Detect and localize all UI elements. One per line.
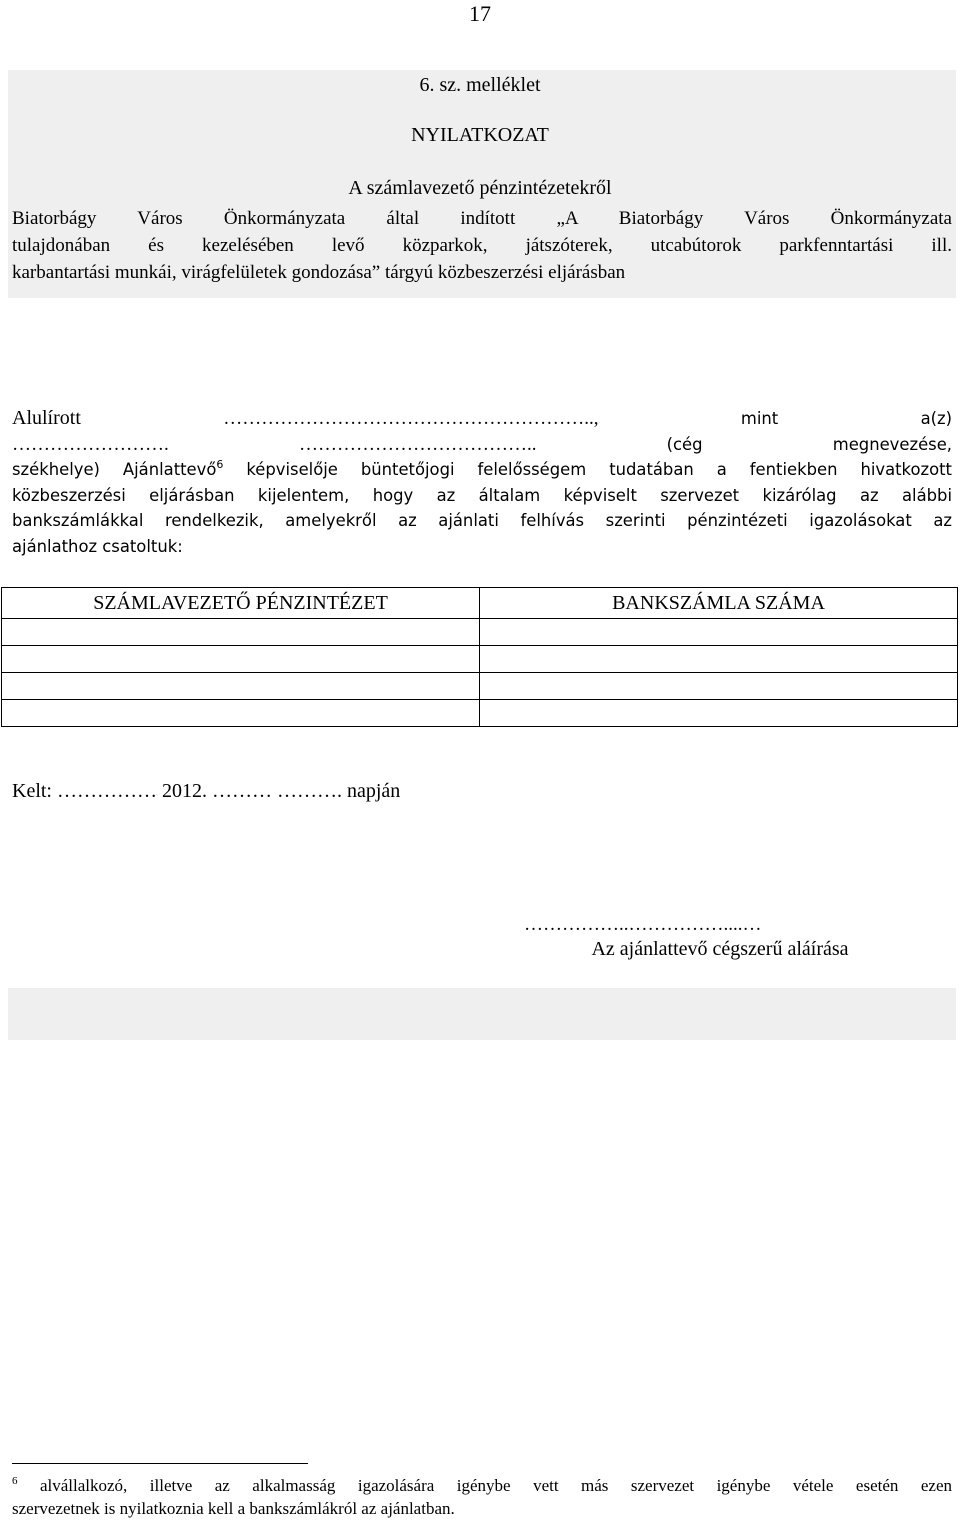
company-fill-dots-b: ……………………………….. (298, 433, 537, 455)
declaration-line-1 (12, 406, 952, 432)
declaration-line-5: bankszámlákkal rendelkezik, amelyekről az ajánlati felhívás szerinti pénzintézeti igazolásokat az (12, 511, 952, 530)
declaration-line-4: közbeszerzési eljárásban kijelentem, hogy az általam képviselt szervezet kizárólag az alábbi (12, 485, 952, 505)
table-header-row (2, 588, 958, 619)
intro-line-1: Biatorbágy Város Önkormányzata által indított „A Biatorbágy Város Önkormányzata (12, 208, 952, 229)
name-fill-dots: ………………………………………………….., (223, 408, 599, 429)
table-row (2, 646, 958, 673)
declaration-line-3-end: képviselője büntetőjogi felelősségem tudatában a fentiekben hivatkozott (246, 460, 952, 479)
intro-line-2: tulajdonában és kezelésében levő közparkok, játszóterek, utcabútorok parkfenntartási ill. (12, 235, 952, 256)
bank-name-cell[interactable] (2, 646, 480, 673)
table-row (2, 619, 958, 646)
intro-line-3: karbantartási munkái, virágfelületek gondozása” tárgyú közbeszerzési eljárásban (12, 262, 626, 283)
account-number-cell[interactable] (480, 673, 958, 700)
declaration-paragraph (12, 406, 952, 559)
footnote-separator (12, 1463, 308, 1464)
table-row (2, 673, 958, 700)
date-line: Kelt: …………… 2012. ……… ………. napján (12, 780, 401, 802)
bank-name-cell[interactable] (2, 619, 480, 646)
bank-accounts-table (1, 587, 958, 727)
table-row (2, 700, 958, 727)
company-fill-dots-a: ……………………. (12, 433, 169, 455)
signature-dots: ……………..……………....… (524, 914, 762, 935)
mint-word: mint (740, 409, 779, 428)
footnote-text-1: alvállalkozó, illetve az alkalmasság igazolására igénybe vett más szervezet igénybe vétele esetén ezen (39, 1476, 953, 1495)
annex-label: 6. sz. melléklet (419, 74, 541, 96)
page-number: 17 (469, 1, 491, 26)
account-number-cell[interactable] (480, 700, 958, 727)
declaration-line-2 (12, 432, 952, 458)
az-word: a(z) (920, 409, 952, 428)
shaded-footer-block (8, 988, 956, 1040)
account-number-cell[interactable] (480, 619, 958, 646)
company-name-hint: (cég megnevezése, (666, 434, 952, 454)
header-account-number: BANKSZÁMLA SZÁMA (480, 588, 958, 619)
footnote-line-1 (12, 1474, 952, 1497)
document-subtitle: A számlavezető pénzintézetekről (348, 177, 612, 199)
alulirott-label: Alulírott (12, 407, 81, 429)
declaration-line-6: ajánlathoz csatoltuk: (12, 536, 183, 556)
footnote (12, 1474, 952, 1520)
declaration-line-3 (12, 457, 952, 483)
header-bank-name: SZÁMLAVEZETŐ PÉNZINTÉZET (2, 588, 480, 619)
bank-name-cell[interactable] (2, 673, 480, 700)
footnote-line-2: szervezetnek is nyilatkoznia kell a bankszámlákról az ajánlatban. (12, 1499, 455, 1518)
signature-label: Az ajánlattevő cégszerű aláírása (591, 938, 849, 960)
declaration-line-3-start: székhelye) Ajánlattevő (12, 460, 217, 479)
footnote-reference: 6 (216, 458, 224, 471)
account-number-cell[interactable] (480, 646, 958, 673)
intro-paragraph (12, 205, 952, 286)
footnote-number: 6 (12, 1475, 18, 1487)
document-title: NYILATKOZAT (411, 124, 549, 146)
bank-name-cell[interactable] (2, 700, 480, 727)
